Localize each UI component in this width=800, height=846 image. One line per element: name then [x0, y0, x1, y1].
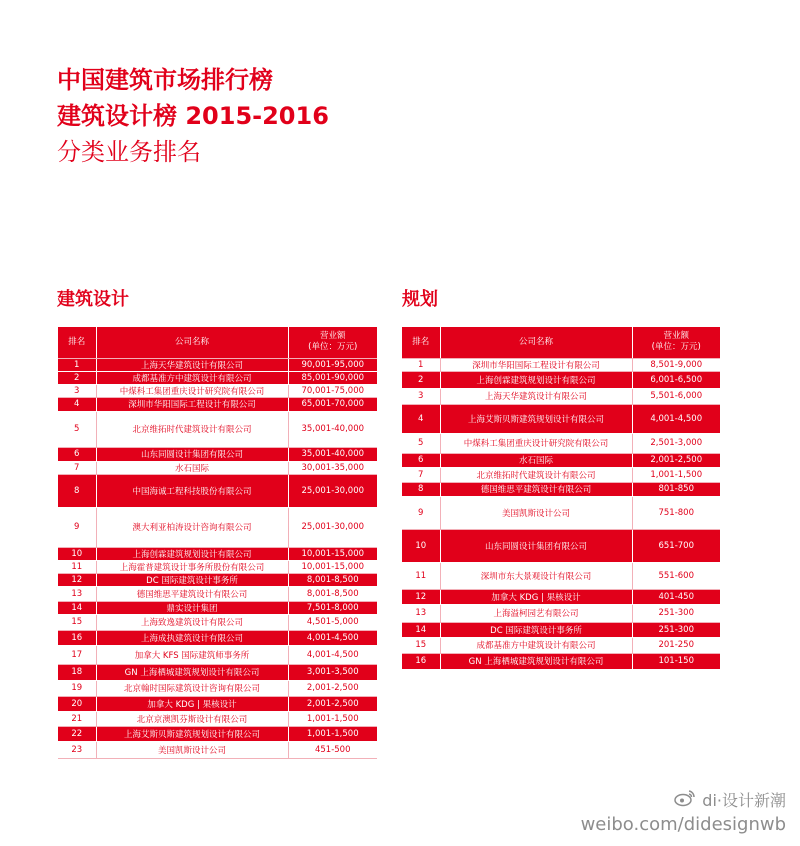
planning-section-title: 规划 [402, 289, 438, 310]
rank-cell: 7 [58, 461, 96, 474]
revenue-header: 营业额 (单位：万元) [288, 327, 377, 358]
rank-cell: 12 [58, 573, 96, 586]
company-name-cell: 上海艾斯贝斯建筑规划设计有限公司 [440, 404, 632, 433]
table-row [402, 388, 720, 404]
company-name-cell: GN 上海栖城建筑规划设计有限公司 [96, 664, 288, 680]
architecture-ranking-table [58, 327, 377, 759]
rank-cell: 13 [402, 604, 440, 622]
rank-cell: 14 [58, 601, 96, 614]
rank-cell: 14 [402, 622, 440, 637]
rank-cell: 20 [58, 696, 96, 711]
rank-cell: 16 [58, 630, 96, 645]
revenue-cell: 8,001-8,500 [288, 573, 377, 586]
table-header-row [58, 327, 377, 358]
table-row [402, 589, 720, 604]
rank-cell: 21 [58, 711, 96, 726]
revenue-cell: 1,001-1,500 [288, 726, 377, 741]
revenue-cell: 2,001-2,500 [288, 696, 377, 711]
company-name-cell: 上海致逸建筑设计有限公司 [96, 614, 288, 630]
rank-cell: 15 [402, 637, 440, 653]
rank-cell: 18 [58, 664, 96, 680]
table-row [402, 604, 720, 622]
revenue-cell: 251-300 [632, 604, 720, 622]
company-name-cell: 山东同圆设计集团有限公司 [440, 529, 632, 562]
revenue-cell: 551-600 [632, 562, 720, 589]
revenue-cell: 65,001-70,000 [288, 397, 377, 411]
company-name-cell: 北京维拓时代建筑设计有限公司 [440, 467, 632, 482]
table-row [402, 433, 720, 453]
rank-cell: 5 [58, 411, 96, 447]
revenue-cell: 10,001-15,000 [288, 547, 377, 560]
table-row [58, 474, 377, 507]
table-row [58, 680, 377, 696]
revenue-cell: 401-450 [632, 589, 720, 604]
table-row [58, 384, 377, 397]
rank-cell: 2 [402, 371, 440, 388]
company-name-cell: 上海创霖建筑规划设计有限公司 [96, 547, 288, 560]
rank-header: 排名 [402, 327, 440, 358]
rank-cell: 4 [58, 397, 96, 411]
company-name-cell: 美国凯斯设计公司 [440, 496, 632, 529]
table-row [58, 461, 377, 474]
table-row [402, 467, 720, 482]
company-name-cell: 上海天华建筑设计有限公司 [440, 388, 632, 404]
rank-cell: 2 [58, 371, 96, 384]
company-name-cell: 中煤科工集团重庆设计研究院有限公司 [440, 433, 632, 453]
table-row [58, 741, 377, 758]
rank-cell: 10 [402, 529, 440, 562]
revenue-cell: 3,001-3,500 [288, 664, 377, 680]
rank-cell: 22 [58, 726, 96, 741]
company-name-cell: 山东同圆设计集团有限公司 [96, 447, 288, 461]
revenue-cell: 85,001-90,000 [288, 371, 377, 384]
company-name-cell: 加拿大 KDG | 果核设计 [440, 589, 632, 604]
table-row [58, 573, 377, 586]
revenue-cell: 4,501-5,000 [288, 614, 377, 630]
company-name-cell: 上海溢柯园艺有限公司 [440, 604, 632, 622]
table-row [58, 696, 377, 711]
revenue-cell: 1,001-1,500 [632, 467, 720, 482]
company-name-cell: DC 国际建筑设计事务所 [96, 573, 288, 586]
subtitle: 分类业务排名 [57, 138, 201, 166]
company-name-cell: 深圳市华阳国际工程设计有限公司 [440, 358, 632, 371]
table-row [402, 358, 720, 371]
table-row [58, 601, 377, 614]
company-name-cell: 上海霍普建筑设计事务所股份有限公司 [96, 560, 288, 573]
rank-cell: 8 [58, 474, 96, 507]
revenue-cell: 8,501-9,000 [632, 358, 720, 371]
rank-cell: 6 [402, 453, 440, 467]
table-row [58, 664, 377, 680]
revenue-header: 营业额 (单位：万元) [632, 327, 720, 358]
revenue-cell: 7,501-8,000 [288, 601, 377, 614]
rank-cell: 12 [402, 589, 440, 604]
revenue-cell: 70,001-75,000 [288, 384, 377, 397]
revenue-cell: 25,001-30,000 [288, 474, 377, 507]
revenue-cell: 651-700 [632, 529, 720, 562]
rank-cell: 19 [58, 680, 96, 696]
company-name-cell: 上海成执建筑设计有限公司 [96, 630, 288, 645]
revenue-cell: 2,001-2,500 [288, 680, 377, 696]
company-header: 公司名称 [440, 327, 632, 358]
revenue-cell: 201-250 [632, 637, 720, 653]
revenue-cell: 35,001-40,000 [288, 447, 377, 461]
company-name-cell: 北京京澳凯芬斯设计有限公司 [96, 711, 288, 726]
company-name-cell: 水石国际 [440, 453, 632, 467]
company-name-cell: 鼎实设计集团 [96, 601, 288, 614]
rank-cell: 17 [58, 645, 96, 664]
rank-cell: 11 [58, 560, 96, 573]
revenue-cell: 10,001-15,000 [288, 560, 377, 573]
company-name-cell: 上海天华建筑设计有限公司 [96, 358, 288, 371]
company-name-cell: DC 国际建筑设计事务所 [440, 622, 632, 637]
revenue-cell: 35,001-40,000 [288, 411, 377, 447]
table-header-row [402, 327, 720, 358]
table-row [58, 711, 377, 726]
company-name-cell: 中煤科工集团重庆设计研究院有限公司 [96, 384, 288, 397]
table-row [402, 371, 720, 388]
revenue-cell: 4,001-4,500 [632, 404, 720, 433]
revenue-cell: 251-300 [632, 622, 720, 637]
rank-cell: 6 [58, 447, 96, 461]
revenue-cell: 90,001-95,000 [288, 358, 377, 371]
planning-ranking-table [402, 327, 720, 670]
watermark-brand-text: di·设计新潮 [702, 791, 786, 810]
company-name-cell: 深圳市华阳国际工程设计有限公司 [96, 397, 288, 411]
title-line-2: 建筑设计榜 2015-2016 [57, 102, 329, 130]
rank-cell: 11 [402, 562, 440, 589]
company-name-cell: 北京翰时国际建筑设计咨询有限公司 [96, 680, 288, 696]
company-name-cell: 加拿大 KFS 国际建筑师事务所 [96, 645, 288, 664]
rank-cell: 5 [402, 433, 440, 453]
table-row [58, 547, 377, 560]
table-row [58, 371, 377, 384]
revenue-cell: 2,001-2,500 [632, 453, 720, 467]
company-name-cell: 中国海诚工程科技股份有限公司 [96, 474, 288, 507]
rank-cell: 7 [402, 467, 440, 482]
revenue-cell: 6,001-6,500 [632, 371, 720, 388]
company-name-cell: 加拿大 KDG | 果核设计 [96, 696, 288, 711]
company-name-cell: 成都基准方中建筑设计有限公司 [96, 371, 288, 384]
table-row [402, 622, 720, 637]
rank-cell: 1 [58, 358, 96, 371]
table-row [58, 560, 377, 573]
table-row [402, 653, 720, 669]
revenue-cell: 751-800 [632, 496, 720, 529]
company-name-cell: 美国凯斯设计公司 [96, 741, 288, 758]
company-name-cell: 德国维思平建筑设计有限公司 [440, 482, 632, 496]
watermark-brand [674, 788, 786, 811]
table-row [402, 637, 720, 653]
revenue-cell: 4,001-4,500 [288, 630, 377, 645]
table-row [402, 404, 720, 433]
watermark-url: weibo.com/didesignwb [580, 814, 786, 835]
revenue-cell: 801-850 [632, 482, 720, 496]
revenue-cell: 8,001-8,500 [288, 586, 377, 601]
rank-cell: 1 [402, 358, 440, 371]
company-name-cell: 深圳市东大景观设计有限公司 [440, 562, 632, 589]
rank-cell: 9 [402, 496, 440, 529]
table-row [58, 447, 377, 461]
architecture-section-title: 建筑设计 [57, 289, 129, 310]
rank-cell: 4 [402, 404, 440, 433]
table-row [58, 411, 377, 447]
revenue-cell: 4,001-4,500 [288, 645, 377, 664]
table-row [402, 562, 720, 589]
title-line-1: 中国建筑市场排行榜 [57, 66, 273, 94]
company-name-cell: 上海创霖建筑规划设计有限公司 [440, 371, 632, 388]
rank-cell: 13 [58, 586, 96, 601]
table-row [58, 586, 377, 601]
company-name-cell: 德国维思平建筑设计有限公司 [96, 586, 288, 601]
table-row [58, 630, 377, 645]
rank-cell: 16 [402, 653, 440, 669]
table-row [58, 397, 377, 411]
table-row [402, 529, 720, 562]
rank-cell: 3 [58, 384, 96, 397]
company-header: 公司名称 [96, 327, 288, 358]
table-row [58, 726, 377, 741]
revenue-cell: 1,001-1,500 [288, 711, 377, 726]
revenue-cell: 2,501-3,000 [632, 433, 720, 453]
revenue-cell: 25,001-30,000 [288, 507, 377, 547]
company-name-cell: 成都基准方中建筑设计有限公司 [440, 637, 632, 653]
rank-header: 排名 [58, 327, 96, 358]
rank-cell: 9 [58, 507, 96, 547]
table-row [58, 358, 377, 371]
table-row [402, 482, 720, 496]
table-row [58, 645, 377, 664]
company-name-cell: 北京维拓时代建筑设计有限公司 [96, 411, 288, 447]
weibo-icon [674, 789, 696, 811]
table-row [58, 614, 377, 630]
rank-cell: 15 [58, 614, 96, 630]
table-row [402, 453, 720, 467]
table-row [58, 507, 377, 547]
company-name-cell: 水石国际 [96, 461, 288, 474]
table-row [402, 496, 720, 529]
company-name-cell: 澳大利亚柏涛设计咨询有限公司 [96, 507, 288, 547]
company-name-cell: GN 上海栖城建筑规划设计有限公司 [440, 653, 632, 669]
revenue-cell: 451-500 [288, 741, 377, 758]
revenue-cell: 30,001-35,000 [288, 461, 377, 474]
rank-cell: 10 [58, 547, 96, 560]
revenue-cell: 5,501-6,000 [632, 388, 720, 404]
rank-cell: 23 [58, 741, 96, 758]
company-name-cell: 上海艾斯贝斯建筑规划设计有限公司 [96, 726, 288, 741]
revenue-cell: 101-150 [632, 653, 720, 669]
rank-cell: 8 [402, 482, 440, 496]
rank-cell: 3 [402, 388, 440, 404]
